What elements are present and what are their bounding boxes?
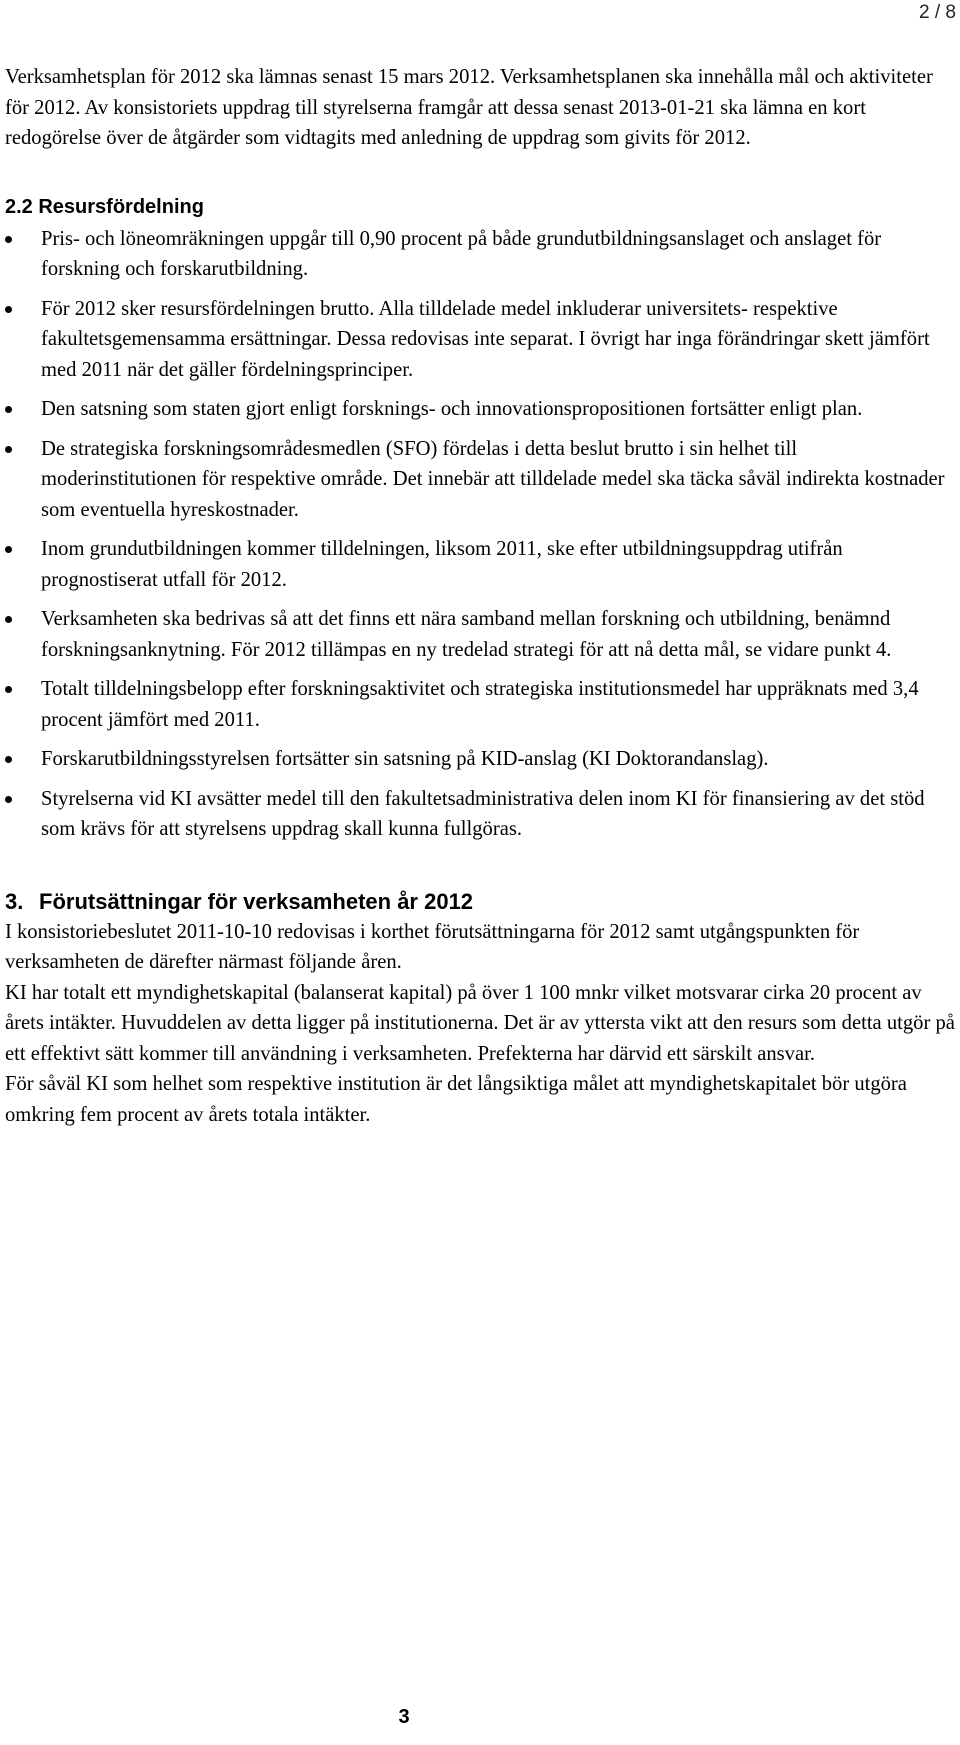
bullet-icon (5, 756, 12, 763)
bullet-icon (5, 406, 12, 413)
bullet-icon (5, 446, 12, 453)
list-item-text: Totalt tilldelningsbelopp efter forskningsaktivitet och strategiska institutionsmedel har uppräknats med 3,4 procent jämfört med 2011. (41, 678, 919, 731)
list-item-text: Forskarutbildningsstyrelsen fortsätter sin satsning på KID-anslag (KI Doktorandanslag). (41, 748, 769, 770)
document-body (5, 62, 955, 1130)
list-item (5, 434, 955, 526)
body-paragraph: För såväl KI som helhet som respektive institution är det långsiktiga målet att myndighetskapitalet bör utgöra omkring fem procent av årets totala intäkter. (5, 1073, 907, 1126)
list-item (5, 294, 955, 386)
list-item (5, 784, 955, 845)
list-item (5, 744, 955, 775)
list-item-text: Verksamheten ska bedrivas så att det finns ett nära samband mellan forskning och utbildning, benämnd forskningsanknytning. För 2012 tillämpas en ny tredelad strategi för att nå detta mål, se vidare punkt 4. (41, 608, 892, 661)
bullet-icon (5, 546, 12, 553)
list-item (5, 604, 955, 665)
section-heading-resursfordelning: 2.2 Resursfördelning (5, 195, 204, 218)
page-counter: 2 / 8 (919, 2, 956, 23)
intro-paragraph: Verksamhetsplan för 2012 ska lämnas senast 15 mars 2012. Verksamhetsplanen ska innehålla mål och aktiviteter för 2012. Av konsistoriets uppdrag till styrelserna framgår att dessa senast 2013-01-21 ska lämna en kort redogörelse över de åtgärder som vidtagits med anledning de uppdrag som givits för 2012. (5, 66, 933, 149)
list-item (5, 394, 955, 425)
list-item-text: Styrelserna vid KI avsätter medel till den fakultetsadministrativa delen inom KI för finansiering av det stöd som krävs för att styrelsens uppdrag skall kunna fullgöras. (41, 787, 925, 840)
list-item-text: Inom grundutbildningen kommer tilldelningen, liksom 2011, ske efter utbildningsuppdrag utifrån prognostiserat utfall för 2012. (41, 538, 843, 591)
list-item (5, 534, 955, 595)
bullet-icon (5, 236, 12, 243)
list-item (5, 674, 955, 735)
page-number: 3 (398, 1706, 410, 1728)
list-item-text: Den satsning som staten gjort enligt forsknings- och innovationspropositionen fortsätter enligt plan. (41, 398, 863, 420)
bullet-icon (5, 686, 12, 693)
bullet-icon (5, 796, 12, 803)
bullet-icon (5, 306, 12, 313)
body-paragraph: I konsistoriebeslutet 2011-10-10 redovisas i korthet förutsättningarna för 2012 samt utgångspunkten för verksamheten de därefter närmast följande åren. (5, 920, 860, 973)
section-title: Förutsättningar för verksamheten år 2012 (39, 888, 474, 914)
list-item-text: För 2012 sker resursfördelningen brutto. Alla tilldelade medel inkluderar universitets- respektive fakultetsgemensamma ersättningar. Dessa redovisas inte separat. I övrigt har inga förändringar skett jämfört med 2011 när det gäller fördelningsprinciper. (41, 297, 930, 381)
list-item-text: De strategiska forskningsområdesmedlen (SFO) fördelas i detta beslut brutto i sin helhet till moderinstitutionen för respektive område. Det innebär att tilldelade medel ska täcka såväl indirekta kostnader som eventuella hyreskostnader. (41, 437, 945, 521)
resursfordelning-bullet-list (5, 224, 955, 845)
body-paragraph: KI har totalt ett myndighetskapital (balanserat kapital) på över 1 100 mnkr vilket motsvarar cirka 20 procent av årets intäkter. Huvuddelen av detta ligger på institutionerna. Det är av yttersta vikt att den resurs som detta utgör på ett effektivt sätt kommer till användning i verksamheten. Prefekterna har därvid ett särskilt ansvar. (5, 981, 955, 1065)
section-number: 3. (5, 888, 24, 914)
section-heading-forutsattningar (5, 887, 955, 917)
list-item (5, 224, 955, 285)
list-item-text: Pris- och löneomräkningen uppgår till 0,90 procent på både grundutbildningsanslaget och anslaget för forskning och forskarutbildning. (41, 227, 882, 280)
bullet-icon (5, 616, 12, 623)
